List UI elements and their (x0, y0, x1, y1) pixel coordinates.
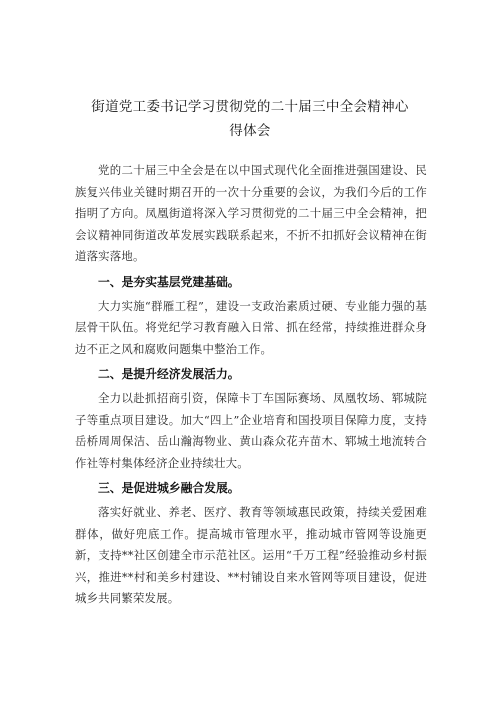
section-heading-2: 二、是提升经济发展活力。 (98, 367, 240, 381)
document-title-line-1: 街道党工委书记学习贯彻党的二十届三中全会精神心 (91, 99, 409, 115)
section-paragraph-3: 落实好就业、养老、医疗、教育等领域惠民政策，持续关爱困难群体，做好兜底工作。提高城市管理水平，推动城市管网等设施更新，支持**社区创建全市示范社区。运用“千万工程”经验推动乡村振兴，推进**村和美乡村建设、**村铺设自来水管网等项目建设，促进城乡共同繁荣发展。 (75, 505, 427, 605)
section-paragraph-2: 全力以赴抓招商引资，保障卡丁车国际赛场、凤凰牧场、郓城院子等重点项目建设。加大“四上”企业培育和国投项目保障力度，支持岳桥周周保洁、岳山瀚海物业、黄山森众花卉苗木、郓城土地流转合作社等村集体经济企业持续壮大。 (75, 391, 427, 470)
section-heading-1: 一、是夯实基层党建基础。 (98, 274, 240, 289)
document-body (75, 160, 427, 610)
document-title-line-2: 得体会 (229, 123, 271, 139)
intro-paragraph: 党的二十届三中全会是在以中国式现代化全面推进强国建设、民族复兴伟业关键时期召开的一次十分重要的会议，为我们今后的工作指明了方向。凤凰街道将深入学习贯彻党的二十届三中全会精神，把会议精神同街道改革发展实践联系起来，不折不扣抓好会议精神在街道落实落地。 (75, 163, 427, 263)
section-heading-3: 三、是促进城乡融合发展。 (98, 481, 240, 495)
section-paragraph-1: 大力实施“群雁工程”，建设一支政治素质过硬、专业能力强的基层骨干队伍。将党纪学习教育融入日常、抓在经常，持续推进群众身边不正之风和腐败问题集中整治工作。 (75, 298, 427, 356)
